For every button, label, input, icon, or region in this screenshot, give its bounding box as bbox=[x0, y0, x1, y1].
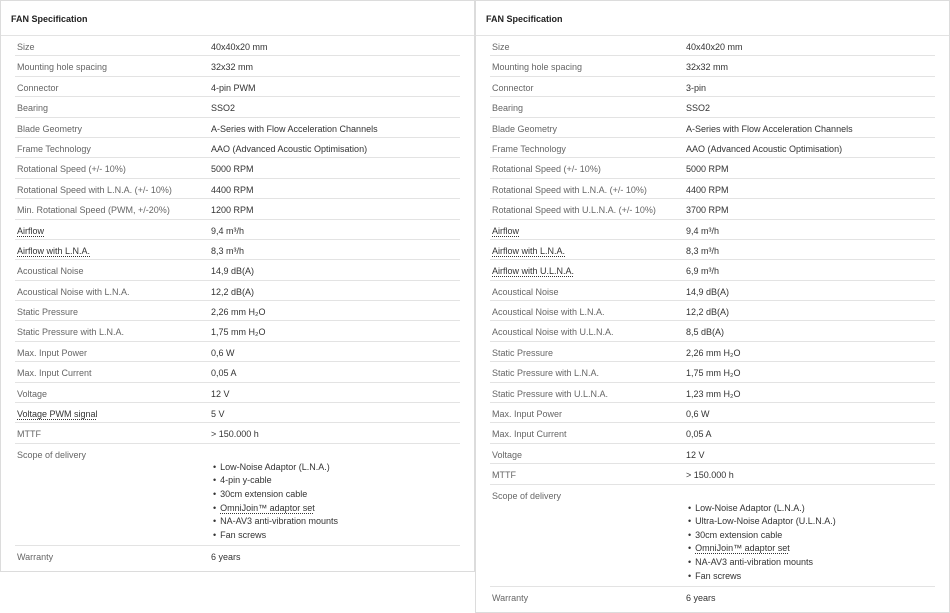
spec-value: 0,05 A bbox=[686, 429, 712, 440]
spec-label[interactable]: Airflow with L.N.A. bbox=[17, 245, 91, 256]
spec-value: 2,26 mm H₂O bbox=[211, 307, 266, 318]
spec-row-acoustical-noise-with-u-l-n-a bbox=[490, 321, 935, 341]
spec-row-max-input-current bbox=[490, 423, 935, 443]
spec-row-size bbox=[15, 36, 460, 56]
spec-value: 14,9 dB(A) bbox=[686, 286, 730, 297]
scope-item-link[interactable]: OmniJoin™ adaptor set bbox=[695, 543, 790, 554]
spec-row-airflow-with-u-l-n-a bbox=[490, 260, 935, 280]
spec-label: Scope of delivery bbox=[492, 490, 562, 501]
spec-value: SSO2 bbox=[686, 103, 711, 114]
spec-label[interactable]: Airflow with U.L.N.A. bbox=[492, 266, 575, 277]
spec-value: 9,4 m³/h bbox=[211, 225, 245, 236]
spec-rows bbox=[15, 36, 460, 566]
fan-spec-panel-left bbox=[0, 0, 475, 572]
spec-value: 4400 RPM bbox=[211, 184, 254, 195]
spec-row-voltage-pwm-signal bbox=[15, 403, 460, 423]
spec-row-airflow-with-l-n-a bbox=[15, 240, 460, 260]
scope-item-text: Fan screws bbox=[695, 570, 742, 581]
spec-label: Static Pressure bbox=[17, 307, 79, 318]
spec-value: 12 V bbox=[211, 388, 230, 399]
spec-row-acoustical-noise-with-l-n-a bbox=[15, 281, 460, 301]
spec-label: Max. Input Power bbox=[17, 347, 88, 358]
spec-value: 3700 RPM bbox=[686, 205, 729, 216]
spec-label[interactable]: Airflow bbox=[492, 225, 520, 236]
spec-label: Connector bbox=[17, 82, 59, 93]
spec-label: Acoustical Noise bbox=[17, 266, 84, 277]
spec-value: 1200 RPM bbox=[211, 205, 254, 216]
spec-value: A-Series with Flow Acceleration Channels bbox=[686, 123, 853, 134]
spec-label: Frame Technology bbox=[17, 143, 91, 154]
spec-value: SSO2 bbox=[211, 103, 236, 114]
spec-label: Max. Input Power bbox=[492, 409, 563, 420]
spec-label: Bearing bbox=[17, 103, 49, 114]
spec-row-frame-technology bbox=[490, 138, 935, 158]
spec-row-max-input-power bbox=[490, 403, 935, 423]
spec-label: Max. Input Current bbox=[492, 429, 567, 440]
spec-row-blade-geometry bbox=[490, 118, 935, 138]
spec-value: 32x32 mm bbox=[686, 62, 729, 73]
spec-label[interactable]: Airflow with L.N.A. bbox=[492, 245, 566, 256]
spec-value: 0,6 W bbox=[686, 409, 710, 420]
spec-value: 5 V bbox=[211, 409, 225, 420]
spec-row-blade-geometry bbox=[15, 118, 460, 138]
spec-row-bearing bbox=[15, 97, 460, 117]
spec-row-acoustical-noise bbox=[15, 260, 460, 280]
spec-row-static-pressure bbox=[15, 301, 460, 321]
spec-row-warranty bbox=[15, 546, 460, 566]
spec-label: Scope of delivery bbox=[17, 449, 87, 460]
spec-value: 6 years bbox=[686, 592, 716, 603]
scope-item-link[interactable]: OmniJoin™ adaptor set bbox=[220, 502, 315, 513]
scope-item bbox=[688, 529, 836, 543]
spec-label: Rotational Speed (+/- 10%) bbox=[17, 164, 126, 175]
spec-label[interactable]: Voltage PWM signal bbox=[17, 409, 98, 420]
spec-label: Rotational Speed with L.N.A. (+/- 10%) bbox=[492, 184, 647, 195]
spec-value: 1,75 mm H₂O bbox=[211, 327, 266, 338]
spec-label: Voltage bbox=[492, 449, 523, 460]
spec-row-connector bbox=[15, 77, 460, 97]
spec-label: Blade Geometry bbox=[492, 123, 558, 134]
scope-item-text: Ultra-Low-Noise Adaptor (U.L.N.A.) bbox=[695, 516, 836, 527]
panel-title: FAN Specification bbox=[1, 1, 474, 36]
spec-value: 8,5 dB(A) bbox=[686, 327, 725, 338]
spec-label: Static Pressure with L.N.A. bbox=[492, 368, 600, 379]
spec-row-size bbox=[490, 36, 935, 56]
spec-value: 40x40x20 mm bbox=[686, 42, 743, 52]
spec-label: Frame Technology bbox=[492, 143, 566, 154]
scope-item-text: 4-pin y-cable bbox=[220, 475, 272, 486]
panel-title: FAN Specification bbox=[476, 1, 949, 36]
scope-item bbox=[213, 502, 338, 516]
spec-row-min-rotational-speed-pwm-20 bbox=[15, 199, 460, 219]
spec-value: 32x32 mm bbox=[211, 62, 254, 73]
spec-row-rotational-speed-with-u-l-n-a-10 bbox=[490, 199, 935, 219]
spec-value: 12,2 dB(A) bbox=[211, 286, 255, 297]
spec-row-voltage bbox=[490, 444, 935, 464]
spec-label: MTTF bbox=[17, 429, 41, 440]
scope-item bbox=[688, 570, 836, 584]
spec-row-rotational-speed-with-l-n-a-10 bbox=[490, 179, 935, 199]
scope-item bbox=[213, 474, 338, 488]
spec-value: 5000 RPM bbox=[686, 164, 729, 175]
spec-row-static-pressure bbox=[490, 342, 935, 362]
spec-row-scope-of-delivery bbox=[490, 485, 935, 587]
spec-label[interactable]: Airflow bbox=[17, 225, 45, 236]
spec-label: Rotational Speed with U.L.N.A. (+/- 10%) bbox=[492, 205, 656, 216]
spec-row-max-input-power bbox=[15, 342, 460, 362]
spec-row-airflow bbox=[15, 220, 460, 240]
spec-row-frame-technology bbox=[15, 138, 460, 158]
spec-label: Acoustical Noise with U.L.N.A. bbox=[492, 327, 614, 338]
spec-row-acoustical-noise-with-l-n-a bbox=[490, 301, 935, 321]
spec-row-scope-of-delivery bbox=[15, 444, 460, 546]
spec-value: 8,3 m³/h bbox=[211, 245, 245, 256]
scope-item bbox=[688, 542, 836, 556]
spec-label: Connector bbox=[492, 82, 534, 93]
scope-item bbox=[213, 461, 338, 475]
scope-item bbox=[213, 515, 338, 529]
spec-row-rotational-speed-10 bbox=[490, 158, 935, 178]
spec-row-rotational-speed-10 bbox=[15, 158, 460, 178]
spec-value: 4-pin PWM bbox=[211, 82, 256, 93]
spec-row-warranty bbox=[490, 587, 935, 607]
spec-value: 6,9 m³/h bbox=[686, 266, 720, 277]
spec-label: Max. Input Current bbox=[17, 368, 92, 379]
spec-label: Static Pressure with U.L.N.A. bbox=[492, 388, 609, 399]
scope-item-text: 30cm extension cable bbox=[695, 529, 783, 540]
spec-label: Voltage bbox=[17, 388, 48, 399]
spec-label: MTTF bbox=[492, 470, 516, 481]
spec-value: 5000 RPM bbox=[211, 164, 254, 175]
scope-item bbox=[213, 488, 338, 502]
spec-value: 12 V bbox=[686, 449, 705, 460]
scope-item-text: Low-Noise Adaptor (L.N.A.) bbox=[695, 502, 805, 513]
scope-item-text: Fan screws bbox=[220, 529, 267, 540]
spec-label: Static Pressure bbox=[492, 347, 554, 358]
spec-label: Acoustical Noise bbox=[492, 286, 559, 297]
spec-value: 6 years bbox=[211, 551, 241, 562]
scope-item-text: Low-Noise Adaptor (L.N.A.) bbox=[220, 461, 330, 472]
spec-row-connector bbox=[490, 77, 935, 97]
spec-value: 9,4 m³/h bbox=[686, 225, 720, 236]
spec-row-mttf bbox=[15, 423, 460, 443]
spec-row-static-pressure-with-l-n-a bbox=[490, 362, 935, 382]
spec-row-airflow bbox=[490, 220, 935, 240]
spec-value: AAO (Advanced Acoustic Optimisation) bbox=[686, 143, 843, 154]
fan-spec-panel-right bbox=[475, 0, 950, 613]
spec-value: 1,23 mm H₂O bbox=[686, 388, 741, 399]
spec-row-static-pressure-with-u-l-n-a bbox=[490, 383, 935, 403]
spec-label: Rotational Speed (+/- 10%) bbox=[492, 164, 601, 175]
spec-label: Blade Geometry bbox=[17, 123, 83, 134]
scope-list bbox=[213, 461, 338, 543]
spec-row-rotational-speed-with-l-n-a-10 bbox=[15, 179, 460, 199]
scope-item-text: NA-AV3 anti-vibration mounts bbox=[695, 556, 814, 567]
spec-value: 0,05 A bbox=[211, 368, 237, 379]
spec-value: > 150.000 h bbox=[686, 470, 734, 481]
spec-row-airflow-with-l-n-a bbox=[490, 240, 935, 260]
spec-value: 8,3 m³/h bbox=[686, 245, 720, 256]
spec-row-mttf bbox=[490, 464, 935, 484]
spec-label: Size bbox=[492, 42, 510, 52]
scope-item bbox=[688, 502, 836, 516]
spec-label: Acoustical Noise with L.N.A. bbox=[17, 286, 130, 297]
spec-value: AAO (Advanced Acoustic Optimisation) bbox=[211, 143, 368, 154]
spec-row-mounting-hole-spacing bbox=[15, 56, 460, 76]
scope-item-text: 30cm extension cable bbox=[220, 489, 308, 499]
spec-value: 0,6 W bbox=[211, 347, 235, 358]
spec-value: > 150.000 h bbox=[211, 429, 259, 440]
spec-value: 14,9 dB(A) bbox=[211, 266, 255, 277]
scope-item bbox=[688, 556, 836, 570]
spec-label: Rotational Speed with L.N.A. (+/- 10%) bbox=[17, 184, 172, 195]
spec-label: Acoustical Noise with L.N.A. bbox=[492, 307, 605, 318]
spec-row-mounting-hole-spacing bbox=[490, 56, 935, 76]
spec-label: Size bbox=[17, 42, 35, 52]
spec-row-bearing bbox=[490, 97, 935, 117]
scope-item-text: NA-AV3 anti-vibration mounts bbox=[220, 516, 339, 527]
spec-label: Min. Rotational Speed (PWM, +/-20%) bbox=[17, 205, 170, 216]
spec-value: 3-pin bbox=[686, 82, 707, 93]
spec-label: Warranty bbox=[17, 551, 54, 562]
scope-item bbox=[688, 515, 836, 529]
spec-value: 40x40x20 mm bbox=[211, 42, 268, 52]
spec-row-acoustical-noise bbox=[490, 281, 935, 301]
spec-rows bbox=[490, 36, 935, 607]
spec-label: Bearing bbox=[492, 103, 524, 114]
spec-label: Mounting hole spacing bbox=[17, 62, 108, 73]
spec-value: A-Series with Flow Acceleration Channels bbox=[211, 123, 378, 134]
scope-item bbox=[213, 529, 338, 543]
spec-label: Mounting hole spacing bbox=[492, 62, 583, 73]
spec-row-static-pressure-with-l-n-a bbox=[15, 321, 460, 341]
spec-row-max-input-current bbox=[15, 362, 460, 382]
spec-value: 12,2 dB(A) bbox=[686, 307, 730, 318]
spec-row-voltage bbox=[15, 383, 460, 403]
scope-list bbox=[688, 502, 836, 584]
spec-label: Warranty bbox=[492, 592, 529, 603]
spec-value: 2,26 mm H₂O bbox=[686, 347, 741, 358]
spec-value: 4400 RPM bbox=[686, 184, 729, 195]
spec-value: 1,75 mm H₂O bbox=[686, 368, 741, 379]
spec-label: Static Pressure with L.N.A. bbox=[17, 327, 125, 338]
